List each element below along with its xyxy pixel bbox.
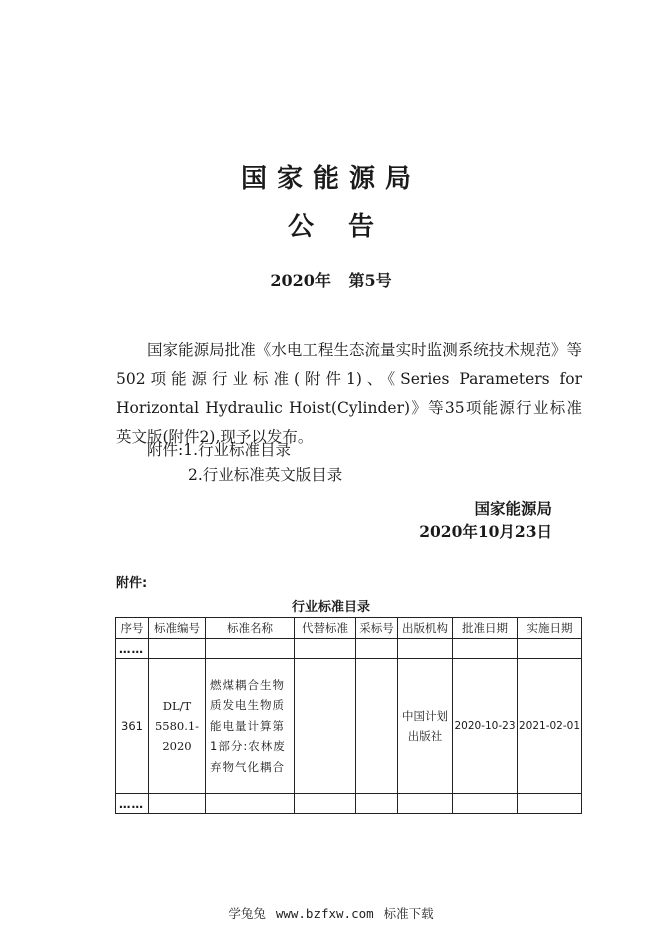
agency-title: 国家能源局 <box>240 164 421 194</box>
announcement-body <box>116 336 582 452</box>
issue-no: 第5号 <box>348 271 392 290</box>
column-header: 出版机构 <box>398 618 453 639</box>
standard-code: DL/T 5580.1- 2020 <box>149 659 206 794</box>
footer-site-name: 学兔兔 <box>228 906 266 921</box>
footer-url[interactable]: www.bzfxw.com <box>275 906 374 921</box>
table-header-row <box>116 618 582 639</box>
table-row <box>116 659 582 794</box>
document-type-title: 公告 <box>287 212 408 242</box>
attachment-line-2: 2.行业标准英文版目录 <box>188 466 343 484</box>
effective-date: 2021-02-01 <box>518 659 582 794</box>
column-header: 批准日期 <box>453 618 518 639</box>
table-row <box>116 794 582 814</box>
column-header: 实施日期 <box>518 618 582 639</box>
appendix-label: 附件: <box>116 576 148 591</box>
ellipsis-cell: …… <box>116 794 149 814</box>
standard-name: 燃煤耦合生物质发电生物质能电量计算第1部分:农林废弃物气化耦合 <box>206 659 295 794</box>
footer-tagline: 标准下载 <box>383 906 434 921</box>
attachment-line-1: 附件:1.行业标准目录 <box>147 441 292 459</box>
announcement-paragraph: 国家能源局批准《水电工程生态流量实时监测系统技术规范》等502项能源行业标准(附件1)、《Series Parameters for Horizontal Hydraulic Hoist(Cylinder)》等35项能源行业标准英文版(附件2),现予以发布。 <box>116 341 582 446</box>
signature-org: 国家能源局 <box>474 500 552 518</box>
issue-number <box>0 268 662 291</box>
signature-date: 2020年10月23日 <box>419 522 552 541</box>
column-header: 序号 <box>116 618 149 639</box>
replaced-standard <box>295 659 356 794</box>
column-header: 标准名称 <box>206 618 295 639</box>
column-header: 标准编号 <box>149 618 206 639</box>
approval-date: 2020-10-23 <box>453 659 518 794</box>
table-row <box>116 639 582 659</box>
column-header: 代替标准 <box>295 618 356 639</box>
row-number: 361 <box>116 659 149 794</box>
table-caption: 行业标准目录 <box>291 600 370 615</box>
publisher: 中国计划 出版社 <box>398 659 453 794</box>
column-header: 采标号 <box>356 618 398 639</box>
footer-watermark <box>0 904 662 922</box>
issue-year: 2020年 <box>270 271 331 290</box>
standards-table <box>115 617 582 814</box>
ellipsis-cell: …… <box>116 639 149 659</box>
adopted-standard <box>356 659 398 794</box>
